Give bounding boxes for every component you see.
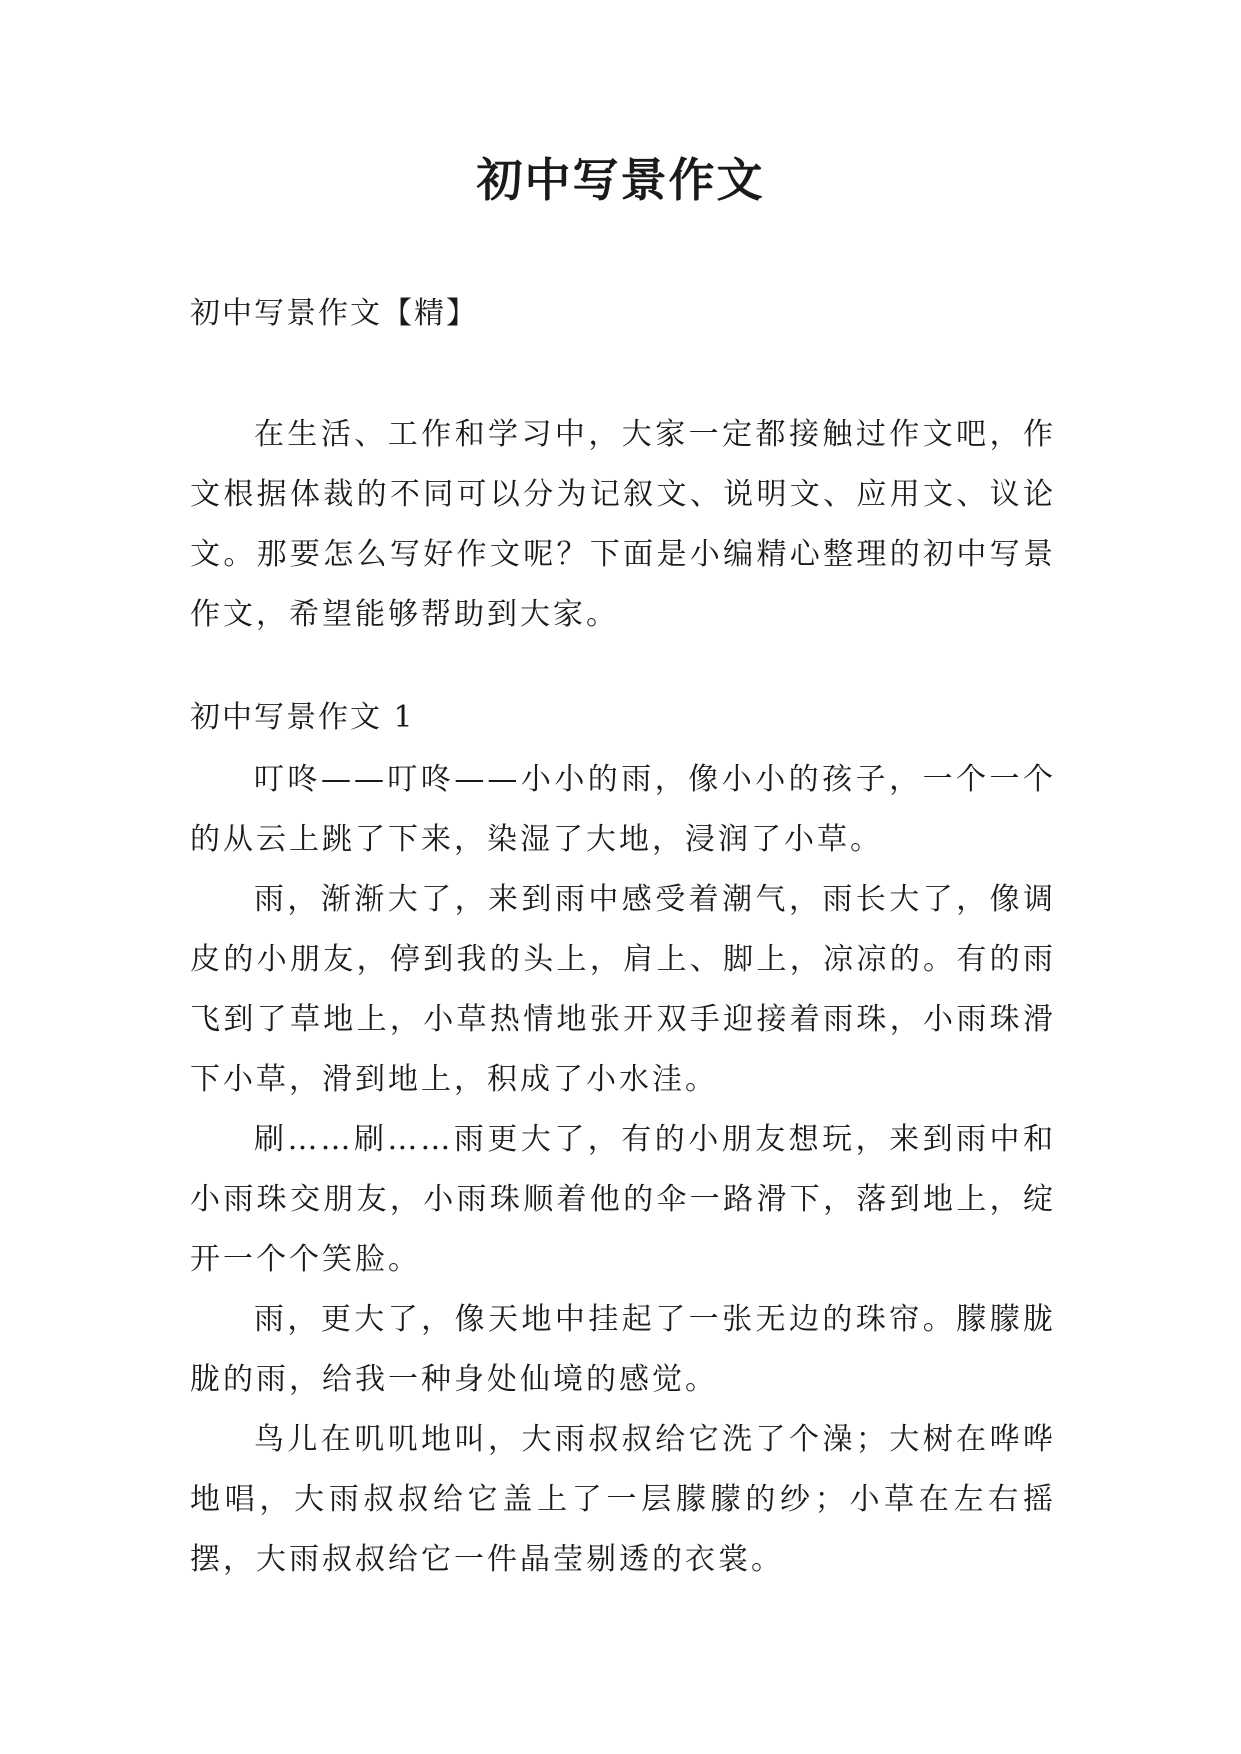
essay-paragraph: 鸟儿在叽叽地叫，大雨叔叔给它洗了个澡；大树在哗哗地唱，大雨叔叔给它盖上了一层朦朦的纱；小草在左右摇摆，大雨叔叔给它一件晶莹剔透的衣裳。 xyxy=(190,1422,1056,1577)
essay-paragraph: 叮咚——叮咚——小小的雨，像小小的孩子，一个一个的从云上跳了下来，染湿了大地，浸润了小草。 xyxy=(190,762,1056,857)
essay-paragraph: 刷……刷……雨更大了，有的小朋友想玩，来到雨中和小雨珠交朋友，小雨珠顺着他的伞一路滑下，落到地上，绽开一个个笑脸。 xyxy=(190,1122,1056,1277)
section-heading: 初中写景作文 1 xyxy=(190,700,415,735)
essay-paragraph: 雨，渐渐大了，来到雨中感受着潮气，雨长大了，像调皮的小朋友，停到我的头上，肩上、脚上，凉凉的。有的雨飞到了草地上，小草热情地张开双手迎接着雨珠，小雨珠滑下小草，滑到地上，积成了小水洼。 xyxy=(190,882,1056,1097)
document-title: 初中写景作文 xyxy=(476,153,765,207)
essay-paragraph: 雨，更大了，像天地中挂起了一张无边的珠帘。朦朦胧胧的雨，给我一种身处仙境的感觉。 xyxy=(190,1302,1056,1397)
document-subtitle: 初中写景作文【精】 xyxy=(190,296,478,331)
intro-paragraph: 在生活、工作和学习中，大家一定都接触过作文吧，作文根据体裁的不同可以分为记叙文、说明文、应用文、议论文。那要怎么写好作文呢？下面是小编精心整理的初中写景作文，希望能够帮助到大家。 xyxy=(190,417,1056,632)
essay-paragraphs xyxy=(190,750,1056,1590)
